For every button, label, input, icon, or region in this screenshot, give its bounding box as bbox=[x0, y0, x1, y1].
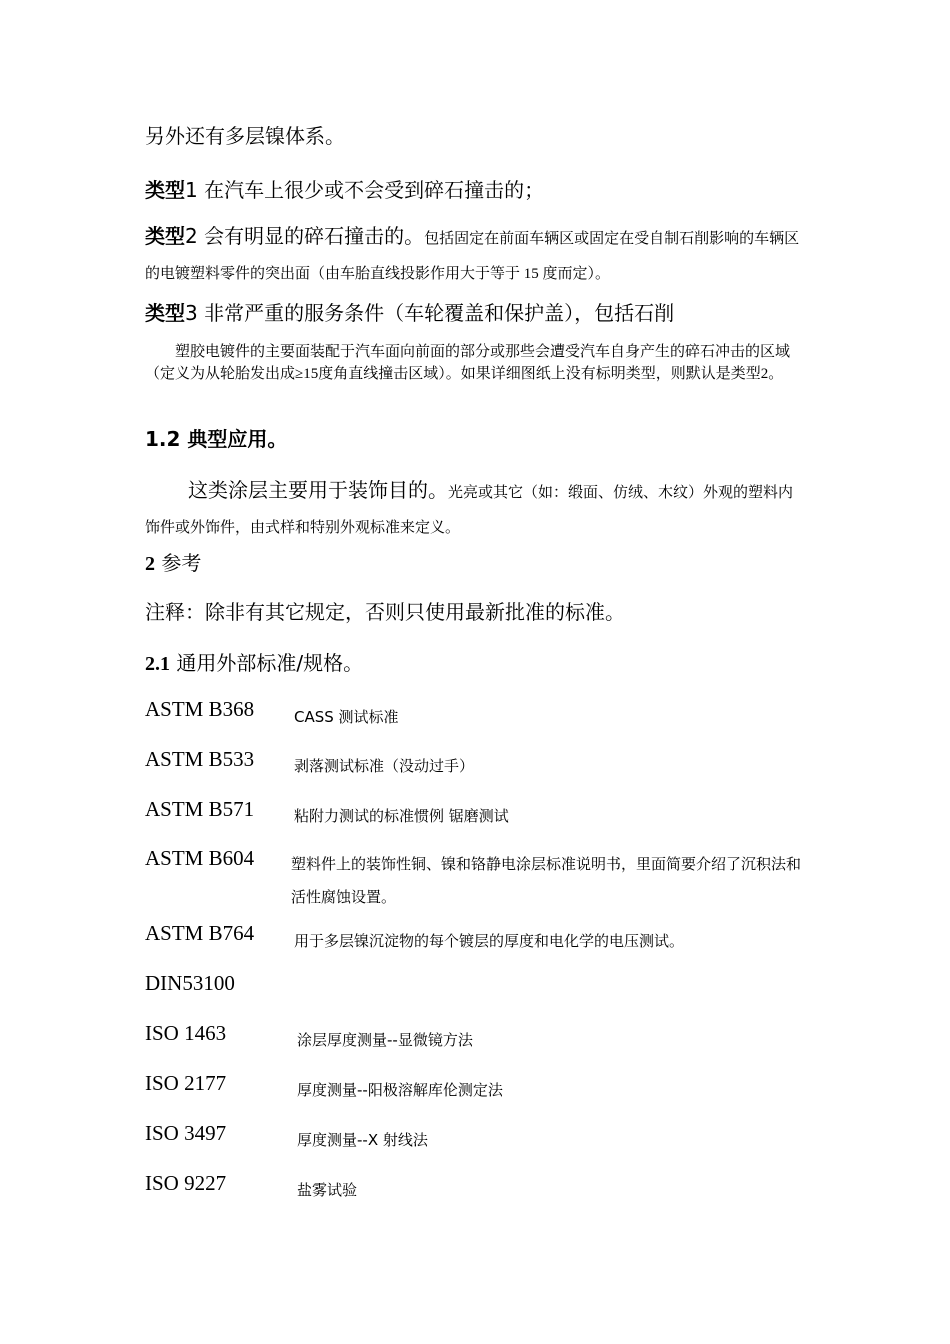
type3-text: 3 非常严重的服务条件（车轮覆盖和保护盖），包括石削 bbox=[185, 301, 675, 325]
type2-block bbox=[145, 219, 807, 291]
reference-description: 盐雾试验 bbox=[297, 1181, 358, 1199]
reference-description: 厚度测量--阳极溶解库伦测定法 bbox=[297, 1081, 503, 1099]
reference-code: DIN53100 bbox=[145, 971, 235, 995]
typical-detail: 光亮或其它（如：缎面、仿绒、木纹）外观的塑料内饰件或外饰件，由式样和特别外观标准来定义。 bbox=[145, 485, 794, 536]
section-2-1-number: 2.1 bbox=[145, 653, 170, 675]
section-2-heading bbox=[145, 547, 201, 576]
reference-code: ASTM B604 bbox=[145, 846, 255, 870]
reference-description: 剥落测试标准（没动过手） bbox=[294, 757, 475, 775]
type1-label: 类型 bbox=[145, 178, 185, 202]
reference-code: ASTM B533 bbox=[145, 747, 255, 771]
section-2-title: 参考 bbox=[161, 551, 202, 575]
type3-label: 类型 bbox=[145, 301, 185, 325]
reference-code: ISO 2177 bbox=[145, 1071, 227, 1095]
reference-description: CASS 测试标准 bbox=[294, 708, 399, 726]
note-line: 注释：除非有其它规定，否则只使用最新批准的标准。 bbox=[145, 600, 625, 624]
multi-nickel-line: 另外还有多层镍体系。 bbox=[145, 124, 345, 148]
section-2-1-heading bbox=[145, 647, 363, 676]
type1-text: 1 在汽车上很少或不会受到碎石撞击的； bbox=[185, 178, 545, 202]
reference-code: ASTM B764 bbox=[145, 921, 255, 945]
type1-line bbox=[145, 174, 544, 203]
reference-description: 塑料件上的装饰性铜、镍和铬静电涂层标准说明书，里面简要介绍了沉积法和活性腐蚀设置。 bbox=[291, 855, 802, 906]
section-2-number: 2 bbox=[145, 553, 155, 575]
section-2-1-title: 通用外部标准/规格。 bbox=[176, 651, 364, 675]
typical-application-paragraph bbox=[145, 473, 807, 545]
type2-detail: 包括固定在前面车辆区或固定在受自制石削影响的车辆区的电镀塑料零件的突出面（由车胎直线投影作用大于等于 15 度而定）。 bbox=[145, 231, 800, 282]
reference-code: ISO 9227 bbox=[145, 1171, 227, 1195]
reference-description: 厚度测量--X 射线法 bbox=[297, 1131, 428, 1149]
reference-code: ISO 3497 bbox=[145, 1121, 227, 1145]
reference-description: 用于多层镍沉淀物的每个镀层的厚度和电化学的电压测试。 bbox=[294, 932, 685, 950]
reference-code: ISO 1463 bbox=[145, 1021, 227, 1045]
reference-code: ASTM B368 bbox=[145, 697, 255, 721]
reference-description: 粘附力测试的标准惯例 锯磨测试 bbox=[294, 807, 509, 825]
typical-lead: 这类涂层主要用于装饰目的。 bbox=[188, 478, 448, 502]
reference-code: ASTM B571 bbox=[145, 797, 255, 821]
section-1-2-heading: 1.2 典型应用。 bbox=[145, 427, 288, 451]
type2-label: 类型 bbox=[145, 224, 185, 248]
plastic-plating-paragraph: 塑胶电镀件的主要面装配于汽车面向前面的部分或那些会遭受汽车自身产生的碎石冲击的区域（定义为从轮胎发出成≥15度角直线撞击区域）。如果详细图纸上没有标明类型，则默认是类型2。 bbox=[145, 344, 791, 382]
reference-description: 涂层厚度测量--显微镜方法 bbox=[297, 1031, 473, 1049]
type3-line bbox=[145, 297, 674, 326]
type2-text: 2 会有明显的碎石撞击的。 bbox=[185, 224, 425, 248]
